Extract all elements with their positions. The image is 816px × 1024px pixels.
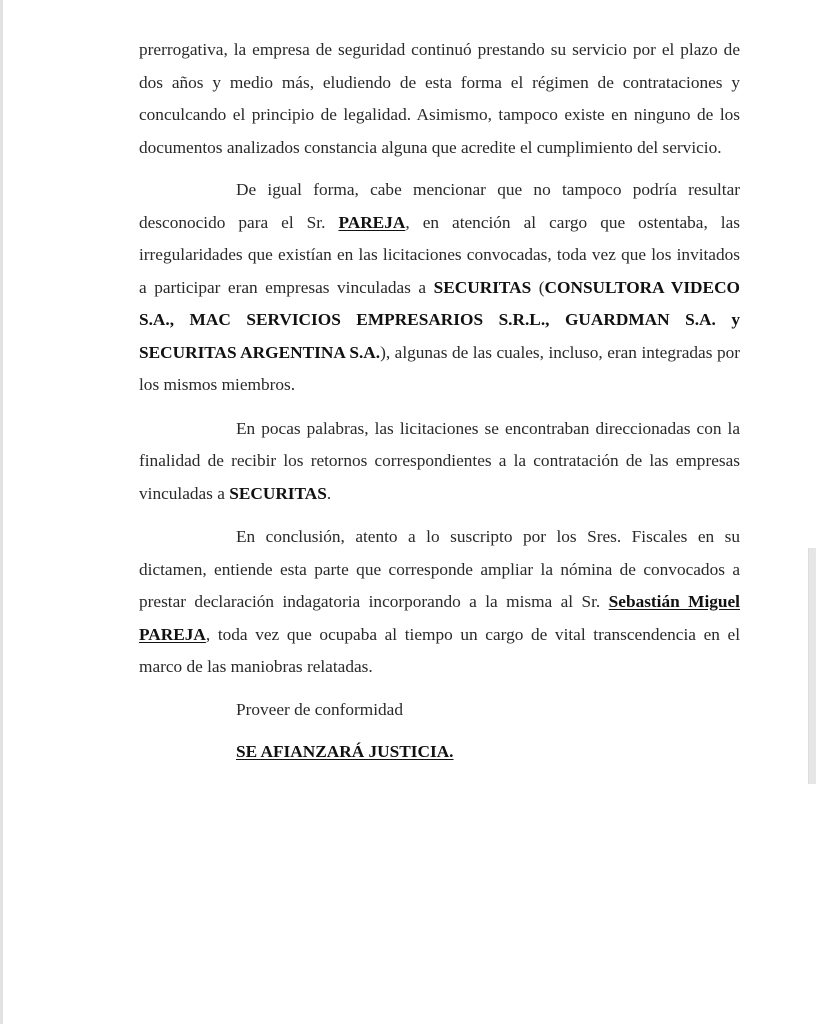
paragraph-2 [139,174,740,402]
paragraph-4 [139,521,740,684]
paragraph-3-part-2: . [326,483,332,503]
closing-line: Proveer de conformidad [236,699,403,719]
person-name-pareja: PAREJA [338,212,406,232]
document-page [139,34,740,769]
paragraph-4-part-2: , toda vez que ocupaba al tiempo un cargo de vital transcendencia en el marco de las maniobras relatadas. [139,624,740,676]
page-left-edge [0,0,3,1024]
paragraph-2-part-3: ( [531,277,545,297]
company-securitas: SECURITAS [433,277,532,297]
person-full-name: Sebastián Miguel PAREJA [139,592,740,644]
paragraph-3-part-1: En pocas palabras, las licitaciones se encontraban direccionadas con la finalidad de recibir los retornos correspondientes a la contratación de las empresas vinculadas a [139,418,740,503]
paragraph-2-part-2: , en atención al cargo que ostentaba, las irregularidades que existían en las licitaciones convocadas, toda vez que los invitados a participar eran empresas vinculadas a [139,212,740,297]
paragraph-1-text: prerrogativa, la empresa de seguridad continuó prestando su servicio por el plazo de dos años y medio más, eludiendo de esta forma el régimen de contrataciones y conculcando el principio de legalidad. Asimismo, tampoco existe en ninguno de los documentos analizados constancia alguna que acredite el cumplimiento del servicio. [139,40,740,157]
related-companies: CONSULTORA VIDECO S.A., MAC SERVICIOS EMPRESARIOS S.R.L., GUARDMAN S.A. y SECURITAS ARGENTINA S.A. [139,277,740,362]
paragraph-4-part-1: En conclusión, atento a lo suscripto por los Sres. Fiscales en su dictamen, entiende esta parte que corresponde ampliar la nómina de convocados a prestar declaración indagatoria incorporando a la misma al Sr. [139,527,740,611]
paragraph-2-part-1: De igual forma, cabe mencionar que no tampoco podría resultar desconocido para el Sr. [139,180,740,232]
signoff-line: SE AFIANZARÁ JUSTICIA. [236,742,454,761]
paragraph-1 [139,34,740,164]
paragraph-3 [139,413,740,511]
scrollbar-thumb[interactable] [808,548,816,784]
company-securitas: SECURITAS [229,483,327,503]
paragraph-2-part-4: ), algunas de las cuales, incluso, eran integradas por los mismos miembros. [139,342,740,394]
